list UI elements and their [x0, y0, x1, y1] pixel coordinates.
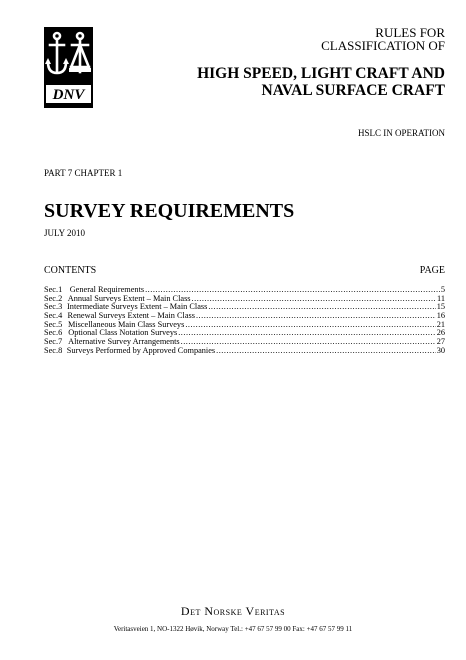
toc-page: 27	[436, 337, 445, 347]
document-date: JULY 2010	[44, 228, 86, 238]
toc-leader	[196, 312, 436, 321]
toc-sec-label: Sec.	[44, 328, 59, 338]
toc-title: Optional Class Notation Surveys	[68, 328, 178, 338]
toc-page: 15	[436, 302, 445, 312]
toc-sec-number: 1	[58, 285, 63, 294]
toc-page: 11	[437, 293, 445, 303]
logo-text: DNV	[52, 87, 85, 103]
toc-sec-label: Sec.	[44, 285, 59, 294]
toc-title: Miscellaneous Main Class Surveys	[67, 319, 185, 329]
classification-of-line: CLASSIFICATION OF	[321, 38, 445, 53]
toc-sec-number: 5	[58, 319, 63, 329]
toc-sec-label: Sec.	[44, 319, 59, 329]
toc-page: 26	[436, 328, 445, 338]
toc-leader	[178, 329, 435, 338]
toc-title: Alternative Survey Arrangements	[68, 337, 180, 347]
toc-leader	[192, 295, 436, 304]
toc-row[interactable]	[44, 347, 445, 356]
toc-page: 5	[440, 285, 445, 294]
toc-sec-label: Sec.	[44, 293, 59, 303]
publisher-name: Det Norske Veritas	[180, 604, 286, 618]
toc-sec-number: 6	[58, 328, 63, 338]
toc-sec-label: Sec.	[44, 345, 59, 355]
toc-title: Annual Surveys Extent – Main Class	[67, 293, 191, 303]
toc-title: Surveys Performed by Approved Companies	[66, 345, 216, 355]
subject-label: HSLC IN OPERATION	[357, 128, 445, 138]
toc-leader	[185, 321, 435, 330]
document-title: SURVEY REQUIREMENTS	[44, 200, 295, 222]
toc-sec-label: Sec.	[44, 337, 59, 347]
contents-heading: CONTENTS	[44, 265, 97, 276]
toc-leader	[181, 338, 436, 347]
toc-sec-number: 2	[58, 293, 63, 303]
toc-title: General Requirements	[69, 285, 145, 294]
table-of-contents	[44, 286, 445, 356]
dnv-logo	[44, 27, 93, 108]
rules-for-line: RULES FOR	[375, 25, 445, 40]
toc-sec-number: 7	[58, 337, 63, 347]
toc-leader	[216, 347, 436, 356]
toc-page: 16	[436, 311, 445, 321]
toc-leader	[208, 303, 435, 312]
toc-page: 30	[436, 345, 445, 355]
page-heading: PAGE	[419, 265, 445, 276]
rules-title-line-1: HIGH SPEED, LIGHT CRAFT AND	[197, 65, 445, 82]
toc-page: 21	[436, 319, 445, 329]
toc-sec-label: Sec.	[44, 302, 59, 312]
toc-sec-number: 4	[58, 311, 63, 321]
toc-title: Intermediate Surveys Extent – Main Class	[67, 302, 208, 312]
toc-sec-label: Sec.	[44, 311, 59, 321]
publisher-address: Veritasveien 1, NO-1322 Høvik, Norway Tel.: +47 67 57 99 00 Fax: +47 67 57 99 11	[113, 625, 353, 633]
toc-sec-number: 3	[58, 302, 63, 312]
toc-sec-number: 8	[58, 345, 63, 355]
part-chapter: PART 7 CHAPTER 1	[44, 168, 123, 178]
rules-title-line-2: NAVAL SURFACE CRAFT	[261, 82, 445, 99]
toc-title: Renewal Surveys Extent – Main Class	[67, 311, 195, 321]
